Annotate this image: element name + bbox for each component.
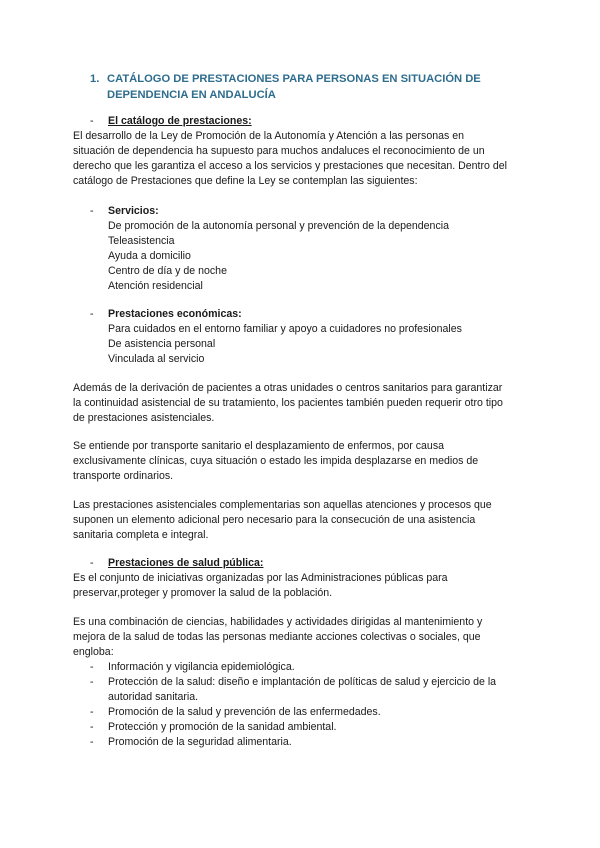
bullet-dash: - <box>90 308 94 320</box>
paragraph-line: Las prestaciones asistenciales complementarias son aquellas atenciones y procesos que <box>73 499 492 511</box>
bullet-dash: - <box>90 557 94 569</box>
combinacion-line: Es una combinación de ciencias, habilidades y actividades dirigidas al mantenimiento y <box>73 616 483 628</box>
economicas-item: De asistencia personal <box>108 338 216 350</box>
paragraph-line: exclusivamente clínicas, cuya situación o estado les impida desplazarse en medios de <box>73 455 479 467</box>
salud-publica-line: Es el conjunto de iniciativas organizadas por las Administraciones públicas para <box>73 572 448 584</box>
bullet-dash: - <box>90 661 94 673</box>
bullet-dash: - <box>90 706 94 718</box>
economicas-item: Para cuidados en el entorno familiar y apoyo a cuidadores no profesionales <box>108 323 462 335</box>
section-number: 1. <box>90 73 100 85</box>
bullet-dash: - <box>90 115 94 127</box>
salud-publica-heading: Prestaciones de salud pública: <box>108 557 264 569</box>
catalogo-line: catálogo de Prestaciones que define la Ley se contemplan las siguientes: <box>73 175 418 187</box>
bullet-dash: - <box>90 205 94 217</box>
catalogo-heading: El catálogo de prestaciones: <box>108 115 252 127</box>
salud-publica-line: preservar,proteger y promover la salud de la población. <box>73 587 333 599</box>
catalogo-line: El desarrollo de la Ley de Promoción de la Autonomía y Atención a las personas en <box>73 130 465 142</box>
paragraph-line: sanitaria completa e integral. <box>73 529 209 541</box>
servicios-item: Ayuda a domicilio <box>108 250 191 262</box>
combinacion-item: Información y vigilancia epidemiológica. <box>108 661 295 673</box>
paragraph-line: Se entiende por transporte sanitario el desplazamiento de enfermos, por causa <box>73 440 445 452</box>
paragraph-line: transporte ordinarios. <box>73 470 174 482</box>
paragraph-line: suponen un elemento adicional pero necesario para la consecución de una asistencia <box>73 514 476 526</box>
economicas-item: Vinculada al servicio <box>108 353 205 365</box>
combinacion-item: Protección y promoción de la sanidad ambiental. <box>108 721 337 733</box>
combinacion-line: engloba: <box>73 646 114 658</box>
economicas-heading: Prestaciones económicas: <box>108 308 242 320</box>
servicios-item: Atención residencial <box>108 280 203 292</box>
servicios-item: Teleasistencia <box>108 235 175 247</box>
paragraph-line: Además de la derivación de pacientes a otras unidades o centros sanitarios para garantizar <box>73 382 503 394</box>
servicios-heading: Servicios: <box>108 205 159 217</box>
combinacion-item: autoridad sanitaria. <box>108 691 199 703</box>
combinacion-item: Protección de la salud: diseño e implantación de políticas de salud y ejercicio de la <box>108 676 497 688</box>
servicios-item: De promoción de la autonomía personal y prevención de la dependencia <box>108 220 449 232</box>
combinacion-line: mejora de la salud de todas las personas mediante acciones colectivas o sociales, que <box>73 631 481 643</box>
combinacion-item: Promoción de la seguridad alimentaria. <box>108 736 292 748</box>
bullet-dash: - <box>90 676 94 688</box>
bullet-dash: - <box>90 736 94 748</box>
section-title: CATÁLOGO DE PRESTACIONES PARA PERSONAS EN SITUACIÓN DE DEPENDENCIA EN ANDALUCÍA <box>107 73 481 101</box>
bullet-dash: - <box>90 721 94 733</box>
servicios-item: Centro de día y de noche <box>108 265 227 277</box>
catalogo-line: situación de dependencia ha supuesto para muchos andaluces el reconocimiento de un <box>73 145 485 157</box>
catalogo-line: derecho que les garantiza el acceso a los servicios y prestaciones que necesitan. Dentro del <box>73 160 508 172</box>
paragraph-line: la continuidad asistencial de su tratamiento, los pacientes también pueden requerir otro tipo <box>73 397 503 409</box>
combinacion-item: Promoción de la salud y prevención de las enfermedades. <box>108 706 381 718</box>
paragraph-line: de prestaciones asistenciales. <box>73 412 215 424</box>
